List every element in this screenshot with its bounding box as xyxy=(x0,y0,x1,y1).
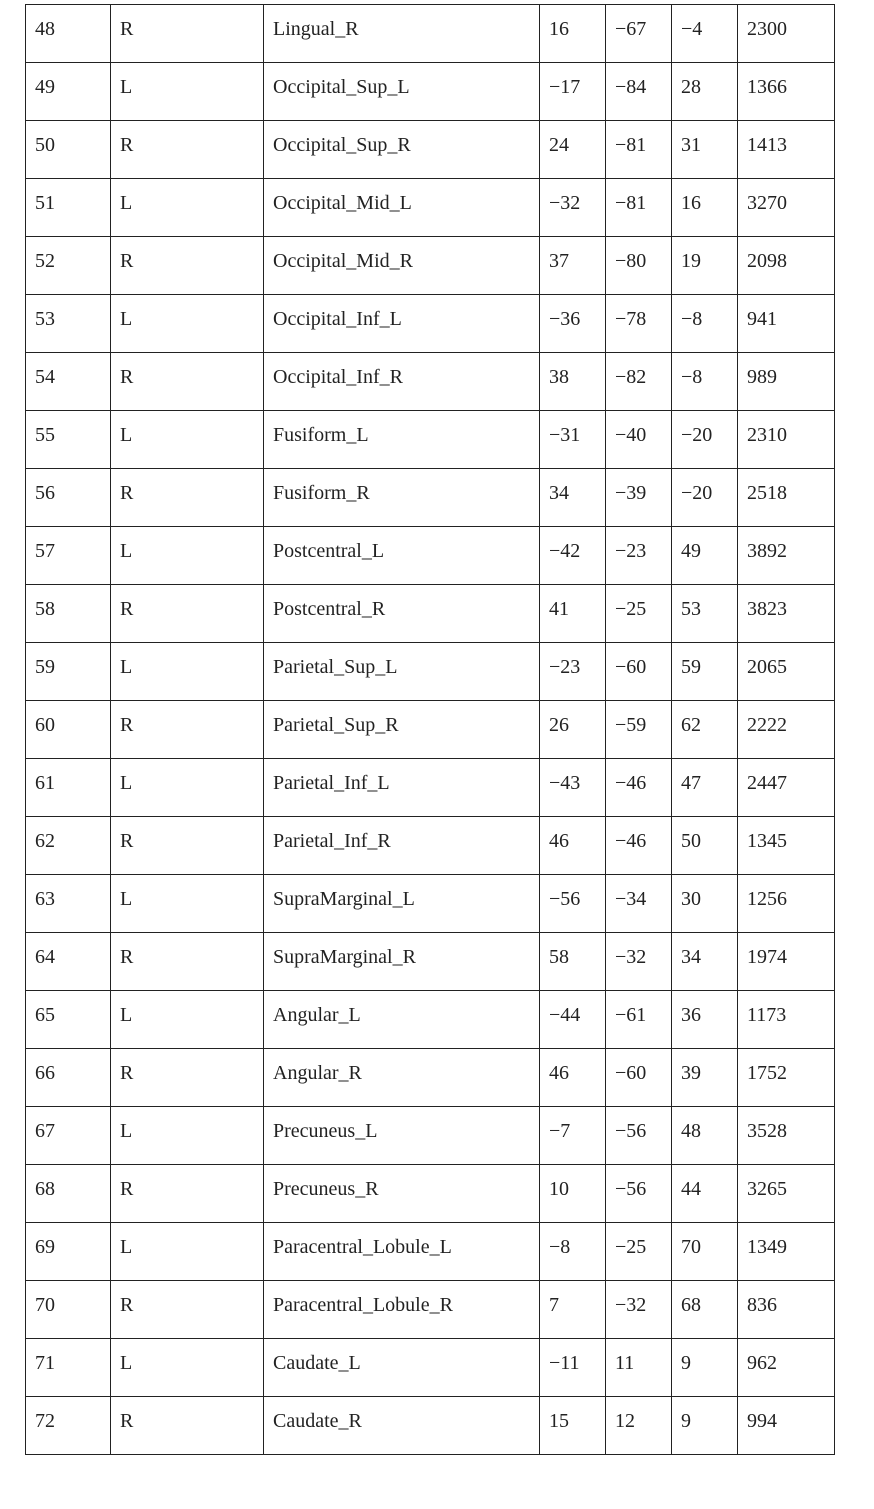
region-index-cell: 51 xyxy=(26,179,111,237)
hemisphere-cell: L xyxy=(111,1223,264,1281)
coord-x-cell: −42 xyxy=(540,527,606,585)
table-row xyxy=(26,643,835,701)
region-index-cell: 49 xyxy=(26,63,111,121)
table-row xyxy=(26,469,835,527)
region-index-cell: 65 xyxy=(26,991,111,1049)
voxel-count-cell: 1345 xyxy=(738,817,835,875)
coord-y-cell: −23 xyxy=(606,527,672,585)
coord-x-cell: −43 xyxy=(540,759,606,817)
region-index-cell: 57 xyxy=(26,527,111,585)
hemisphere-cell: R xyxy=(111,1281,264,1339)
hemisphere-cell: R xyxy=(111,585,264,643)
coord-z-cell: 9 xyxy=(672,1397,738,1455)
region-label-cell: Postcentral_R xyxy=(264,585,540,643)
voxel-count-cell: 1413 xyxy=(738,121,835,179)
coord-y-cell: −32 xyxy=(606,1281,672,1339)
voxel-count-cell: 962 xyxy=(738,1339,835,1397)
table-row xyxy=(26,1339,835,1397)
region-index-cell: 66 xyxy=(26,1049,111,1107)
voxel-count-cell: 2065 xyxy=(738,643,835,701)
coord-y-cell: −59 xyxy=(606,701,672,759)
hemisphere-cell: R xyxy=(111,933,264,991)
coord-z-cell: 47 xyxy=(672,759,738,817)
coord-z-cell: −8 xyxy=(672,353,738,411)
hemisphere-cell: R xyxy=(111,237,264,295)
coord-z-cell: −20 xyxy=(672,411,738,469)
region-index-cell: 48 xyxy=(26,5,111,63)
table-row xyxy=(26,121,835,179)
region-label-cell: Parietal_Inf_L xyxy=(264,759,540,817)
coord-x-cell: 38 xyxy=(540,353,606,411)
region-index-cell: 71 xyxy=(26,1339,111,1397)
region-index-cell: 52 xyxy=(26,237,111,295)
coord-y-cell: −67 xyxy=(606,5,672,63)
hemisphere-cell: R xyxy=(111,817,264,875)
voxel-count-cell: 941 xyxy=(738,295,835,353)
coord-x-cell: −31 xyxy=(540,411,606,469)
region-index-cell: 72 xyxy=(26,1397,111,1455)
hemisphere-cell: R xyxy=(111,121,264,179)
table-row xyxy=(26,991,835,1049)
region-label-cell: Lingual_R xyxy=(264,5,540,63)
region-label-cell: Occipital_Sup_L xyxy=(264,63,540,121)
coord-y-cell: −60 xyxy=(606,643,672,701)
coord-y-cell: −82 xyxy=(606,353,672,411)
region-label-cell: Angular_R xyxy=(264,1049,540,1107)
voxel-count-cell: 2518 xyxy=(738,469,835,527)
region-index-cell: 58 xyxy=(26,585,111,643)
coord-y-cell: −25 xyxy=(606,585,672,643)
voxel-count-cell: 836 xyxy=(738,1281,835,1339)
region-label-cell: Paracentral_Lobule_L xyxy=(264,1223,540,1281)
coord-y-cell: −81 xyxy=(606,179,672,237)
coord-y-cell: 12 xyxy=(606,1397,672,1455)
region-index-cell: 69 xyxy=(26,1223,111,1281)
coord-x-cell: 10 xyxy=(540,1165,606,1223)
voxel-count-cell: 2300 xyxy=(738,5,835,63)
coord-x-cell: 37 xyxy=(540,237,606,295)
coord-z-cell: −4 xyxy=(672,5,738,63)
region-index-cell: 61 xyxy=(26,759,111,817)
table-row xyxy=(26,1049,835,1107)
coord-z-cell: 49 xyxy=(672,527,738,585)
table-row xyxy=(26,585,835,643)
region-label-cell: Occipital_Inf_R xyxy=(264,353,540,411)
hemisphere-cell: L xyxy=(111,1107,264,1165)
hemisphere-cell: R xyxy=(111,1049,264,1107)
coord-x-cell: 41 xyxy=(540,585,606,643)
hemisphere-cell: R xyxy=(111,469,264,527)
table-row xyxy=(26,875,835,933)
region-label-cell: Caudate_R xyxy=(264,1397,540,1455)
coord-z-cell: 53 xyxy=(672,585,738,643)
coord-z-cell: 31 xyxy=(672,121,738,179)
coord-y-cell: −32 xyxy=(606,933,672,991)
region-index-cell: 54 xyxy=(26,353,111,411)
region-index-cell: 50 xyxy=(26,121,111,179)
coord-x-cell: −17 xyxy=(540,63,606,121)
coord-x-cell: 24 xyxy=(540,121,606,179)
table-row xyxy=(26,1397,835,1455)
region-index-cell: 60 xyxy=(26,701,111,759)
region-index-cell: 67 xyxy=(26,1107,111,1165)
voxel-count-cell: 2310 xyxy=(738,411,835,469)
coord-x-cell: −44 xyxy=(540,991,606,1049)
coord-y-cell: −40 xyxy=(606,411,672,469)
coord-z-cell: 30 xyxy=(672,875,738,933)
table-row xyxy=(26,1281,835,1339)
region-index-cell: 63 xyxy=(26,875,111,933)
table-row xyxy=(26,933,835,991)
coord-z-cell: 68 xyxy=(672,1281,738,1339)
table-row xyxy=(26,1107,835,1165)
coord-x-cell: 58 xyxy=(540,933,606,991)
coord-y-cell: −39 xyxy=(606,469,672,527)
region-label-cell: Occipital_Mid_R xyxy=(264,237,540,295)
region-index-cell: 53 xyxy=(26,295,111,353)
coord-x-cell: −8 xyxy=(540,1223,606,1281)
voxel-count-cell: 1256 xyxy=(738,875,835,933)
hemisphere-cell: R xyxy=(111,353,264,411)
voxel-count-cell: 2098 xyxy=(738,237,835,295)
table-row xyxy=(26,295,835,353)
hemisphere-cell: L xyxy=(111,643,264,701)
region-label-cell: Paracentral_Lobule_R xyxy=(264,1281,540,1339)
region-table xyxy=(25,4,835,1455)
region-label-cell: Occipital_Sup_R xyxy=(264,121,540,179)
hemisphere-cell: L xyxy=(111,63,264,121)
coord-x-cell: 7 xyxy=(540,1281,606,1339)
region-index-cell: 55 xyxy=(26,411,111,469)
coord-z-cell: 70 xyxy=(672,1223,738,1281)
coord-x-cell: 15 xyxy=(540,1397,606,1455)
table-row xyxy=(26,527,835,585)
voxel-count-cell: 1173 xyxy=(738,991,835,1049)
region-label-cell: Caudate_L xyxy=(264,1339,540,1397)
coord-z-cell: 16 xyxy=(672,179,738,237)
hemisphere-cell: R xyxy=(111,1397,264,1455)
table-row xyxy=(26,179,835,237)
voxel-count-cell: 3892 xyxy=(738,527,835,585)
hemisphere-cell: L xyxy=(111,411,264,469)
hemisphere-cell: L xyxy=(111,295,264,353)
table-row xyxy=(26,817,835,875)
coord-y-cell: −56 xyxy=(606,1107,672,1165)
region-label-cell: Occipital_Inf_L xyxy=(264,295,540,353)
region-label-cell: Fusiform_R xyxy=(264,469,540,527)
coord-z-cell: 9 xyxy=(672,1339,738,1397)
region-label-cell: SupraMarginal_L xyxy=(264,875,540,933)
coord-x-cell: −32 xyxy=(540,179,606,237)
coord-z-cell: 48 xyxy=(672,1107,738,1165)
voxel-count-cell: 3823 xyxy=(738,585,835,643)
region-label-cell: SupraMarginal_R xyxy=(264,933,540,991)
coord-y-cell: −60 xyxy=(606,1049,672,1107)
table-body xyxy=(26,5,835,1455)
table-row xyxy=(26,5,835,63)
coord-x-cell: −7 xyxy=(540,1107,606,1165)
coord-z-cell: 50 xyxy=(672,817,738,875)
table-row xyxy=(26,63,835,121)
voxel-count-cell: 1349 xyxy=(738,1223,835,1281)
coord-z-cell: 28 xyxy=(672,63,738,121)
coord-z-cell: 34 xyxy=(672,933,738,991)
voxel-count-cell: 1974 xyxy=(738,933,835,991)
table-row xyxy=(26,237,835,295)
table-row xyxy=(26,353,835,411)
region-label-cell: Angular_L xyxy=(264,991,540,1049)
voxel-count-cell: 989 xyxy=(738,353,835,411)
coord-y-cell: −78 xyxy=(606,295,672,353)
coord-y-cell: −25 xyxy=(606,1223,672,1281)
coord-y-cell: −84 xyxy=(606,63,672,121)
region-index-cell: 62 xyxy=(26,817,111,875)
hemisphere-cell: R xyxy=(111,1165,264,1223)
coord-z-cell: 39 xyxy=(672,1049,738,1107)
region-label-cell: Parietal_Inf_R xyxy=(264,817,540,875)
coord-y-cell: −80 xyxy=(606,237,672,295)
coord-y-cell: −46 xyxy=(606,759,672,817)
coord-x-cell: 46 xyxy=(540,1049,606,1107)
region-index-cell: 56 xyxy=(26,469,111,527)
coord-z-cell: 59 xyxy=(672,643,738,701)
coord-z-cell: 19 xyxy=(672,237,738,295)
voxel-count-cell: 3528 xyxy=(738,1107,835,1165)
hemisphere-cell: R xyxy=(111,5,264,63)
coord-y-cell: −81 xyxy=(606,121,672,179)
voxel-count-cell: 1366 xyxy=(738,63,835,121)
region-index-cell: 64 xyxy=(26,933,111,991)
coord-x-cell: 34 xyxy=(540,469,606,527)
coord-z-cell: −20 xyxy=(672,469,738,527)
hemisphere-cell: L xyxy=(111,179,264,237)
voxel-count-cell: 2447 xyxy=(738,759,835,817)
voxel-count-cell: 3265 xyxy=(738,1165,835,1223)
table-row xyxy=(26,759,835,817)
coord-x-cell: 46 xyxy=(540,817,606,875)
region-label-cell: Parietal_Sup_L xyxy=(264,643,540,701)
coord-y-cell: −61 xyxy=(606,991,672,1049)
voxel-count-cell: 2222 xyxy=(738,701,835,759)
coord-x-cell: 16 xyxy=(540,5,606,63)
region-label-cell: Postcentral_L xyxy=(264,527,540,585)
coord-y-cell: −56 xyxy=(606,1165,672,1223)
table-row xyxy=(26,1165,835,1223)
hemisphere-cell: L xyxy=(111,991,264,1049)
coord-y-cell: 11 xyxy=(606,1339,672,1397)
coord-y-cell: −34 xyxy=(606,875,672,933)
voxel-count-cell: 1752 xyxy=(738,1049,835,1107)
coord-z-cell: −8 xyxy=(672,295,738,353)
hemisphere-cell: L xyxy=(111,759,264,817)
coord-y-cell: −46 xyxy=(606,817,672,875)
region-label-cell: Fusiform_L xyxy=(264,411,540,469)
hemisphere-cell: L xyxy=(111,1339,264,1397)
coord-z-cell: 44 xyxy=(672,1165,738,1223)
coord-z-cell: 36 xyxy=(672,991,738,1049)
voxel-count-cell: 3270 xyxy=(738,179,835,237)
region-label-cell: Occipital_Mid_L xyxy=(264,179,540,237)
region-label-cell: Parietal_Sup_R xyxy=(264,701,540,759)
coord-x-cell: −23 xyxy=(540,643,606,701)
table-row xyxy=(26,1223,835,1281)
region-label-cell: Precuneus_R xyxy=(264,1165,540,1223)
table-row xyxy=(26,701,835,759)
region-label-cell: Precuneus_L xyxy=(264,1107,540,1165)
hemisphere-cell: R xyxy=(111,701,264,759)
coord-x-cell: 26 xyxy=(540,701,606,759)
voxel-count-cell: 994 xyxy=(738,1397,835,1455)
coord-x-cell: −36 xyxy=(540,295,606,353)
hemisphere-cell: L xyxy=(111,875,264,933)
coord-x-cell: −11 xyxy=(540,1339,606,1397)
coord-z-cell: 62 xyxy=(672,701,738,759)
coord-x-cell: −56 xyxy=(540,875,606,933)
region-index-cell: 59 xyxy=(26,643,111,701)
hemisphere-cell: L xyxy=(111,527,264,585)
region-index-cell: 68 xyxy=(26,1165,111,1223)
region-index-cell: 70 xyxy=(26,1281,111,1339)
table-row xyxy=(26,411,835,469)
